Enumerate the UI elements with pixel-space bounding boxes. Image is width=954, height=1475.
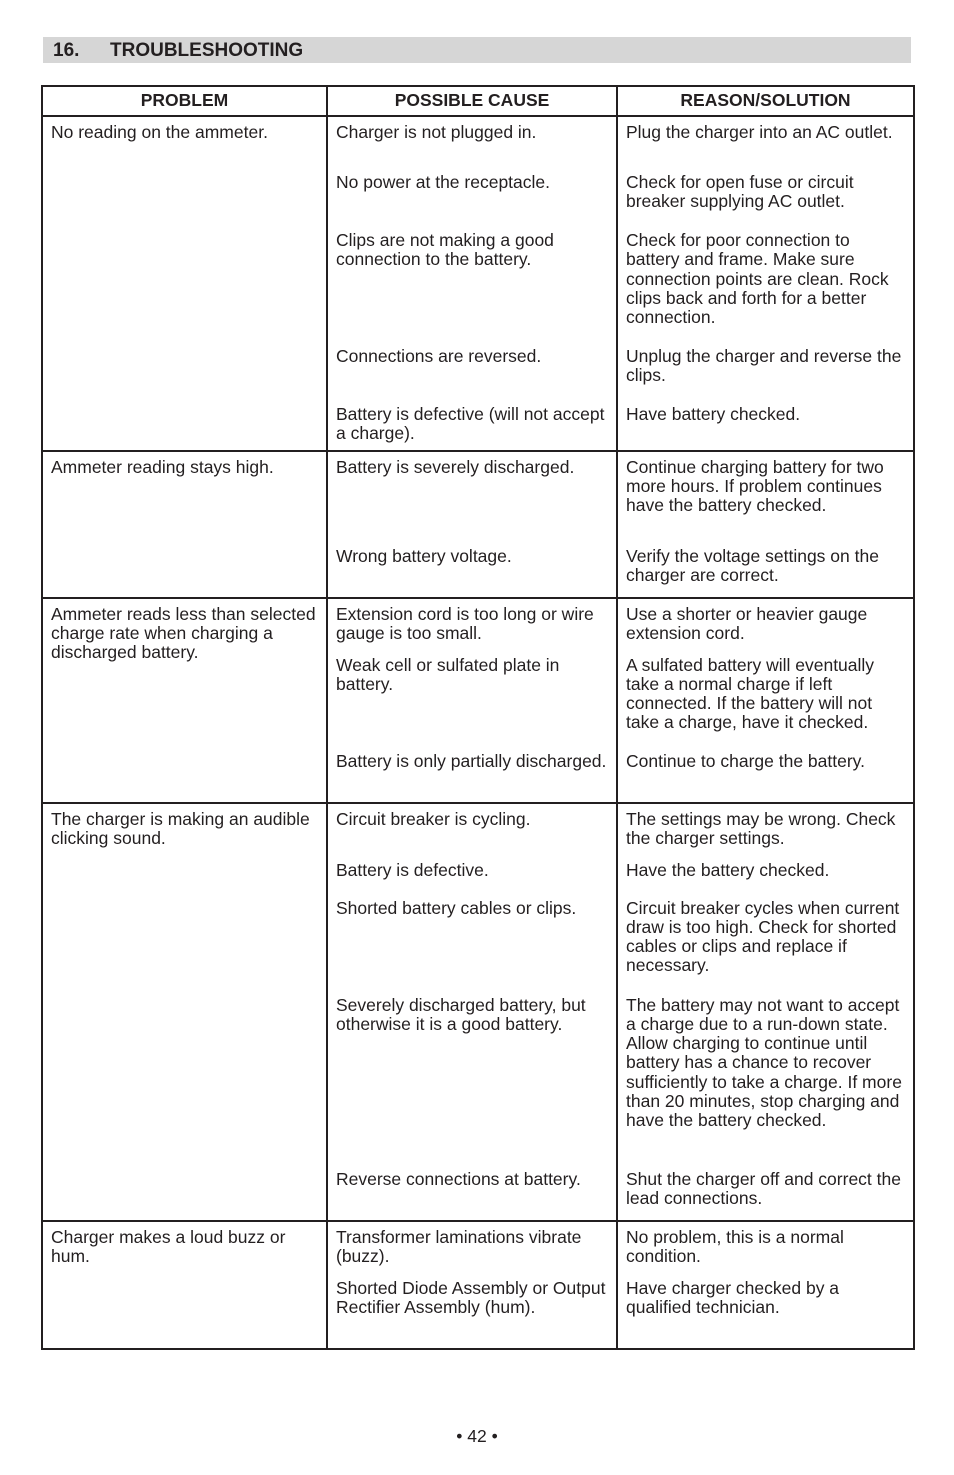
solution-cell: Have battery checked.: [617, 405, 914, 451]
solution-cell: Have the battery checked.: [617, 861, 914, 899]
section-number: 16.: [53, 40, 80, 61]
cause-cell: Battery is only partially discharged.: [327, 752, 617, 803]
header-possible-cause: POSSIBLE CAUSE: [327, 86, 617, 116]
cause-cell: Battery is defective (will not accept a charge).: [327, 405, 617, 451]
cause-cell: Weak cell or sulfated plate in battery.: [327, 656, 617, 752]
header-problem: PROBLEM: [42, 86, 327, 116]
section-title: TROUBLESHOOTING: [110, 40, 304, 61]
problem-cell: The charger is making an audible clicking sound.: [42, 803, 327, 1221]
solution-cell: Check for poor connection to battery and frame. Make sure connection points are clean. Rock clips back and forth for a better connection.: [617, 231, 914, 347]
table-header-row: [42, 86, 914, 116]
cause-cell: Connections are reversed.: [327, 347, 617, 405]
solution-cell: Check for open fuse or circuit breaker supplying AC outlet.: [617, 173, 914, 231]
solution-cell: Verify the voltage settings on the charger are correct.: [617, 547, 914, 598]
cause-cell: Transformer laminations vibrate (buzz).: [327, 1221, 617, 1279]
solution-cell: No problem, this is a normal condition.: [617, 1221, 914, 1279]
table-row: [42, 803, 914, 861]
table-body: [42, 116, 914, 1349]
cause-cell: Reverse connections at battery.: [327, 1170, 617, 1221]
cause-cell: Circuit breaker is cycling.: [327, 803, 617, 861]
solution-cell: Continue charging battery for two more hours. If problem continues have the battery checked.: [617, 451, 914, 547]
solution-cell: Use a shorter or heavier gauge extension cord.: [617, 598, 914, 656]
problem-cell: Ammeter reads less than selected charge rate when charging a discharged battery.: [42, 598, 327, 803]
cause-cell: Severely discharged battery, but otherwise it is a good battery.: [327, 996, 617, 1170]
cause-cell: Battery is severely discharged.: [327, 451, 617, 547]
problem-cell: No reading on the ammeter.: [42, 116, 327, 451]
table-row: [42, 598, 914, 656]
page-number: • 42 •: [456, 1426, 498, 1446]
cause-cell: Shorted Diode Assembly or Output Rectifier Assembly (hum).: [327, 1279, 617, 1349]
problem-cell: Ammeter reading stays high.: [42, 451, 327, 598]
problem-cell: Charger makes a loud buzz or hum.: [42, 1221, 327, 1349]
solution-cell: Unplug the charger and reverse the clips.: [617, 347, 914, 405]
cause-cell: Extension cord is too long or wire gauge is too small.: [327, 598, 617, 656]
solution-cell: The settings may be wrong. Check the charger settings.: [617, 803, 914, 861]
troubleshooting-table: [41, 85, 915, 1350]
solution-cell: Plug the charger into an AC outlet.: [617, 116, 914, 173]
section-header: [43, 37, 911, 63]
solution-cell: Shut the charger off and correct the lead connections.: [617, 1170, 914, 1221]
solution-cell: The battery may not want to accept a charge due to a run-down state. Allow charging to continue until battery has a chance to recover sufficiently to take a charge. If more than 20 minutes, stop charging and have the battery checked.: [617, 996, 914, 1170]
cause-cell: Clips are not making a good connection to the battery.: [327, 231, 617, 347]
table-row: [42, 116, 914, 173]
header-reason-solution: REASON/SOLUTION: [617, 86, 914, 116]
cause-cell: Shorted battery cables or clips.: [327, 899, 617, 996]
solution-cell: Have charger checked by a qualified technician.: [617, 1279, 914, 1349]
cause-cell: No power at the receptacle.: [327, 173, 617, 231]
cause-cell: Charger is not plugged in.: [327, 116, 617, 173]
table-row: [42, 1221, 914, 1279]
solution-cell: Circuit breaker cycles when current draw is too high. Check for shorted cables or clips and replace if necessary.: [617, 899, 914, 996]
solution-cell: Continue to charge the battery.: [617, 752, 914, 803]
cause-cell: Wrong battery voltage.: [327, 547, 617, 598]
solution-cell: A sulfated battery will eventually take a normal charge if left connected. If the battery will not take a charge, have it checked.: [617, 656, 914, 752]
table-row: [42, 451, 914, 547]
cause-cell: Battery is defective.: [327, 861, 617, 899]
